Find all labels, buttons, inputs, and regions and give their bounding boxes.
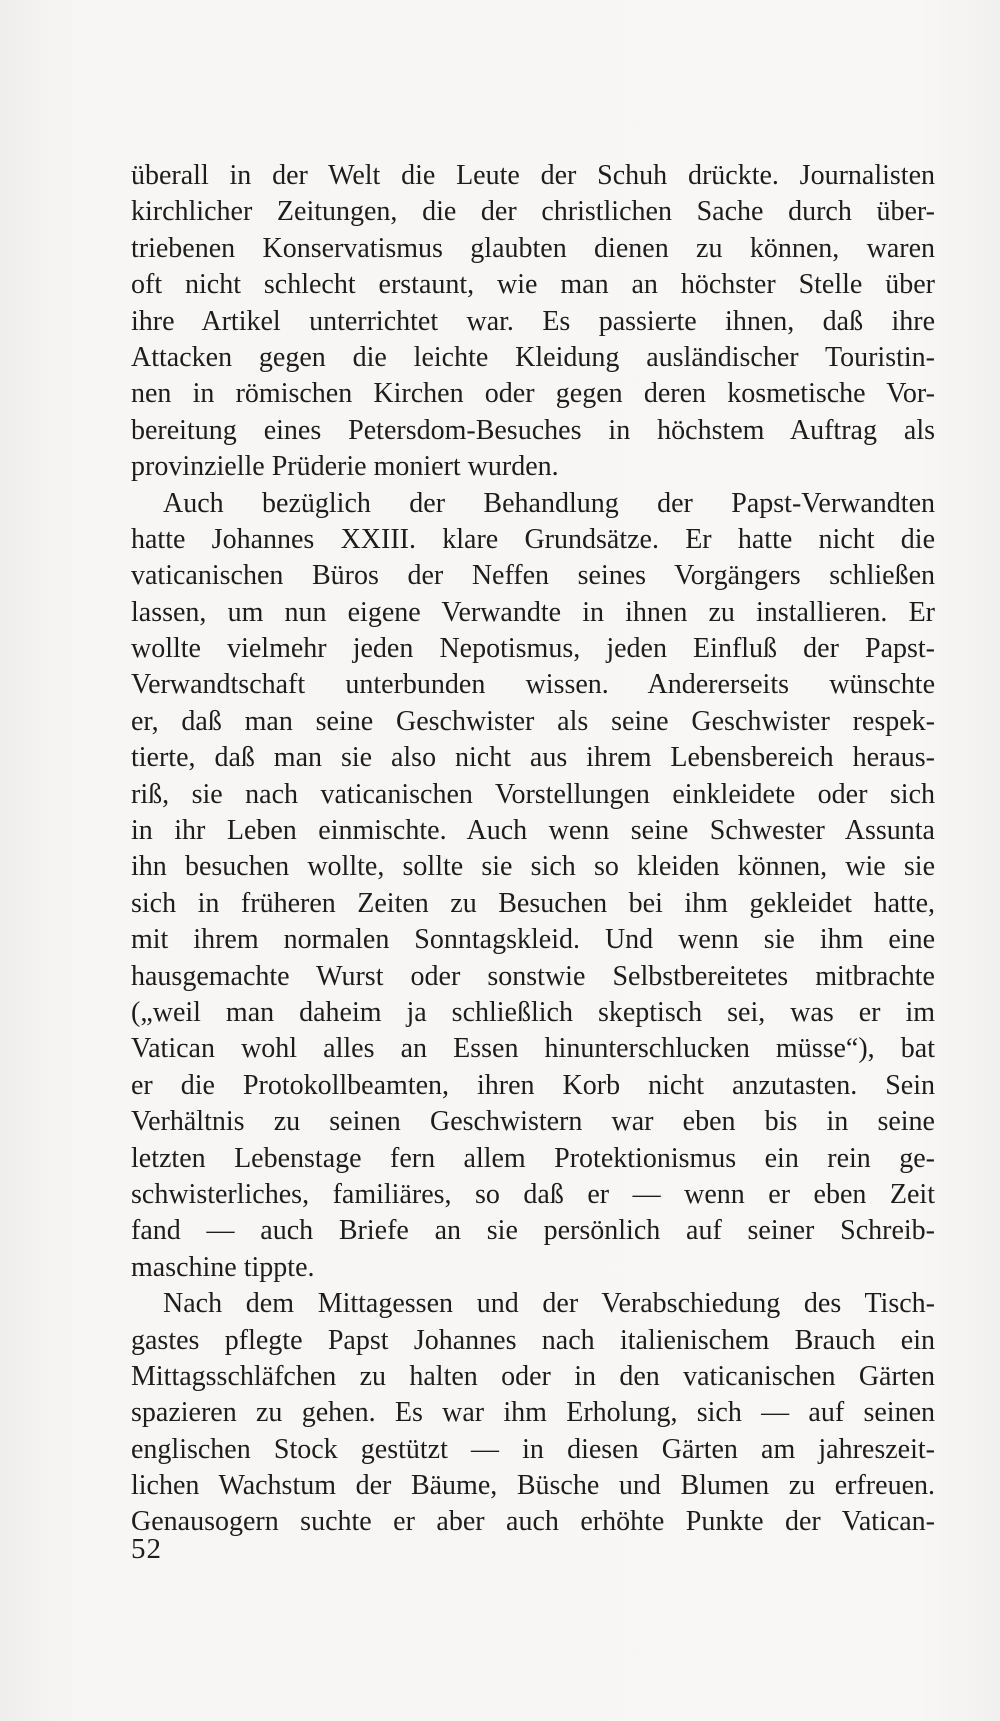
text-line: Vatican wohl alles an Essen hinunterschlucken müsse“), bat [131,1033,935,1065]
text-line: nen in römischen Kirchen oder gegen deren kosmetische Vor- [131,378,935,410]
text-line: („weil man daheim ja schließlich skeptisch sei, was er im [131,996,935,1028]
text-line: spazieren zu gehen. Es war ihm Erholung, sich — auf seinen [131,1397,935,1429]
paragraph-3 [131,1286,935,1541]
text-line: maschine tippte. [131,1251,315,1283]
text-line: sich in früheren Zeiten zu Besuchen bei ihm gekleidet hatte, [131,887,935,919]
text-line: Auch bezüglich der Behandlung der Papst-Verwandten [163,487,935,519]
text-line: hausgemachte Wurst oder sonstwie Selbstbereitetes mitbrachte [131,960,935,992]
text-line: schwisterliches, familiäres, so daß er — wenn er eben Zeit [131,1178,935,1210]
text-line: englischen Stock gestützt — in diesen Gärten am jahreszeit- [131,1433,935,1465]
paragraph-2 [131,486,935,1287]
text-line: tierte, daß man sie also nicht aus ihrem Lebensbereich heraus- [131,742,935,774]
text-line: letzten Lebenstage fern allem Protektionismus ein rein ge- [131,1142,935,1174]
text-line: kirchlicher Zeitungen, die der christlichen Sache durch über- [131,196,935,228]
text-line: riß, sie nach vaticanischen Vorstellungen einkleidete oder sich [131,778,935,810]
text-line: er die Protokollbeamten, ihren Korb nicht anzutasten. Sein [131,1069,935,1101]
text-line: ihn besuchen wollte, sollte sie sich so kleiden können, wie sie [131,851,935,883]
text-line: ihre Artikel unterrichtet war. Es passierte ihnen, daß ihre [131,305,935,337]
paragraph-1 [131,158,935,486]
text-line: Verwandtschaft unterbunden wissen. Andererseits wünschte [131,669,935,701]
text-line: er, daß man seine Geschwister als seine Geschwister respek- [131,705,935,737]
text-line: mit ihrem normalen Sonntagskleid. Und wenn sie ihm eine [131,924,935,956]
text-line: in ihr Leben einmischte. Auch wenn seine Schwester Assunta [131,815,935,847]
body-text [131,158,935,1541]
text-line: Verhältnis zu seinen Geschwistern war eben bis in seine [131,1106,935,1138]
text-line: bereitung eines Petersdom-Besuches in höchstem Auftrag als [131,414,935,446]
text-line: Genausogern suchte er aber auch erhöhte Punkte der Vatican- [131,1506,935,1538]
text-line: Attacken gegen die leichte Kleidung ausländischer Touristin- [131,341,935,373]
text-line: vaticanischen Büros der Neffen seines Vorgängers schließen [131,560,935,592]
text-line: überall in der Welt die Leute der Schuh drückte. Journalisten [131,160,935,191]
text-line: hatte Johannes XXIII. klare Grundsätze. Er hatte nicht die [131,523,935,555]
text-line: gastes pflegte Papst Johannes nach italienischem Brauch ein [131,1324,935,1356]
text-line: Nach dem Mittagessen und der Verabschiedung des Tisch- [163,1288,935,1320]
text-line: provinzielle Prüderie moniert wurden. [131,451,559,483]
text-line: oft nicht schlecht erstaunt, wie man an höchster Stelle über [131,269,935,301]
text-line: lassen, um nun eigene Verwandte in ihnen zu installieren. Er [131,596,935,628]
text-line: lichen Wachstum der Bäume, Büsche und Blumen zu erfreuen. [131,1470,935,1502]
text-line: triebenen Konservatismus glaubten dienen zu können, waren [131,232,935,264]
text-line: fand — auch Briefe an sie persönlich auf seiner Schreib- [131,1215,935,1247]
text-line: Mittagsschläfchen zu halten oder in den vaticanischen Gärten [131,1360,935,1392]
page-number: 52 [131,1533,162,1565]
text-line: wollte vielmehr jeden Nepotismus, jeden Einfluß der Papst- [131,633,935,665]
